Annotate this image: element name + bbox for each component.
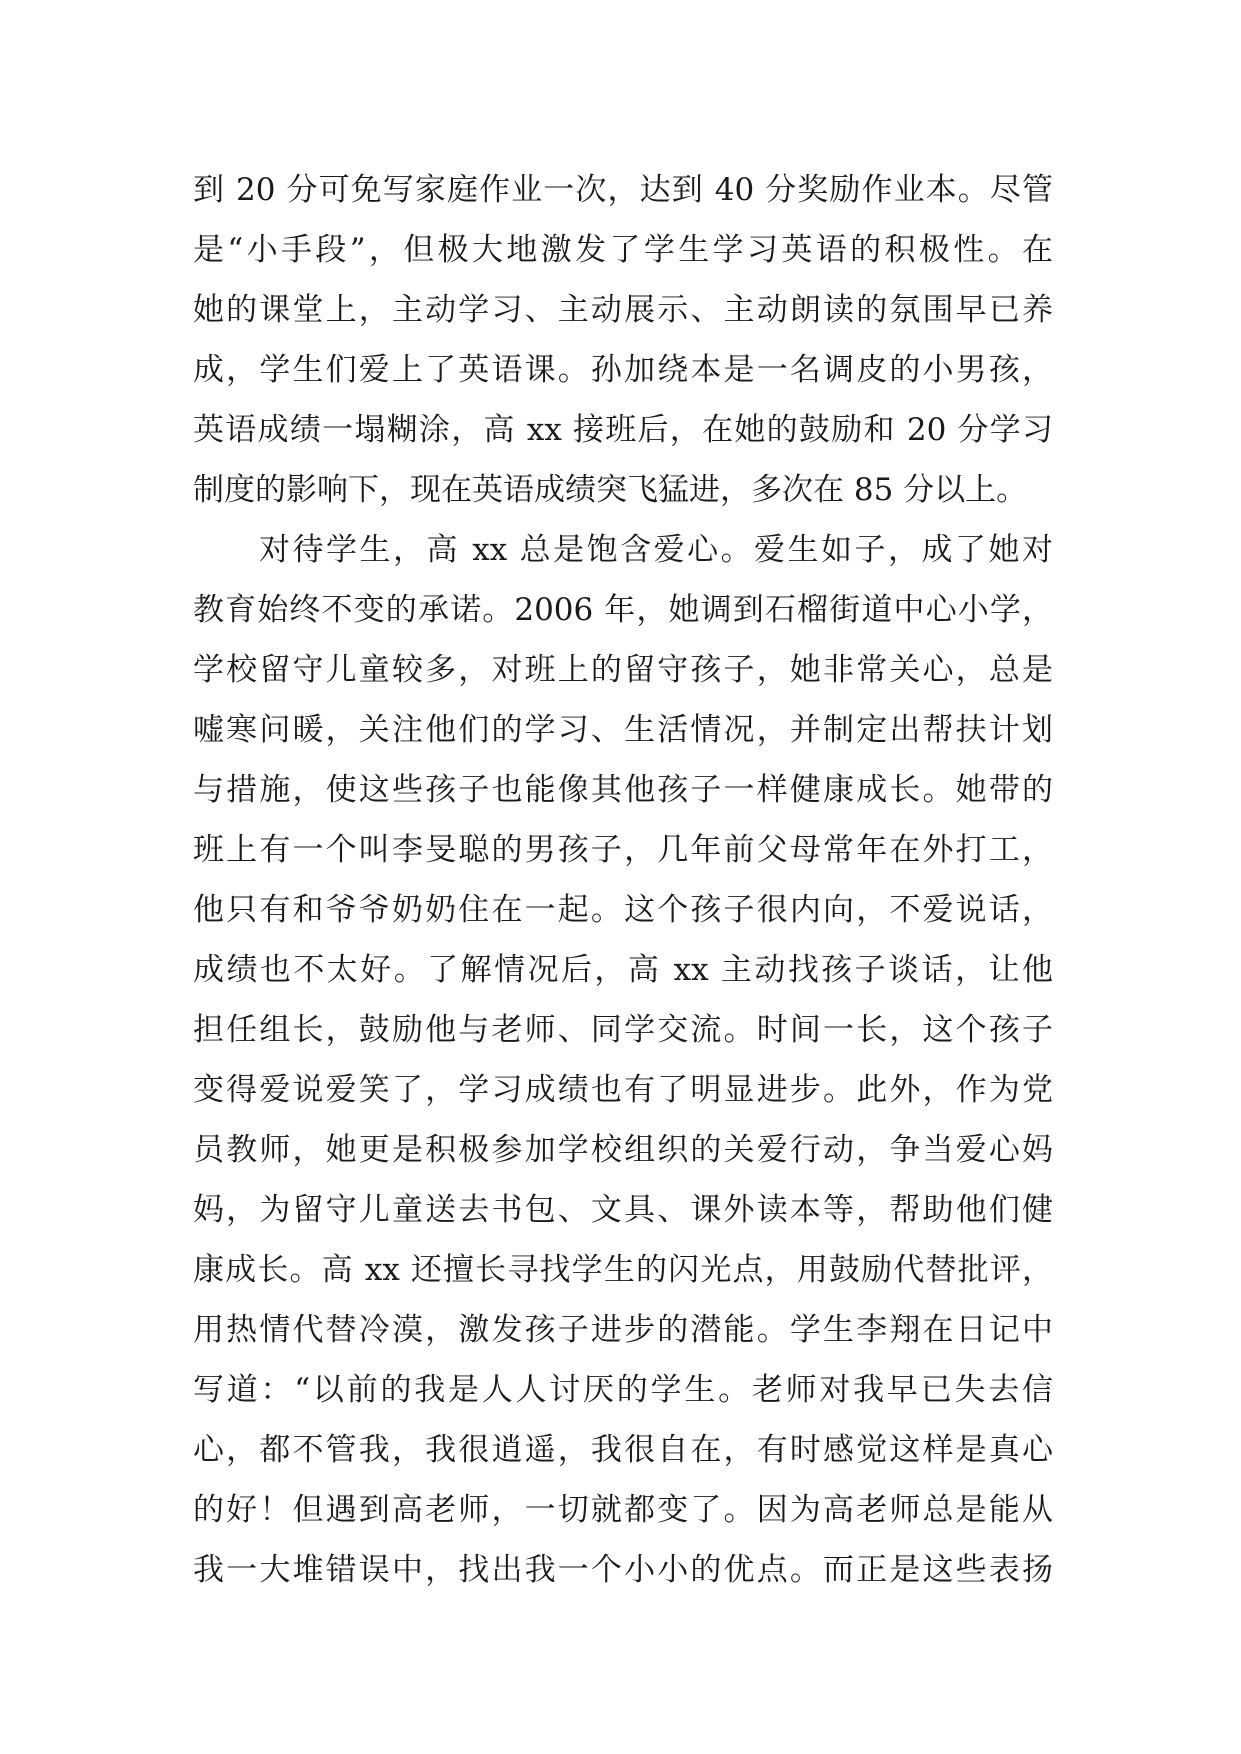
paragraph-start-line: 对待学生，高 xx 总是饱含爱心。爱生如子，成了她对	[259, 532, 1053, 568]
text-line: 成，学生们爱上了英语课。孙加绕本是一名调皮的小男孩，	[193, 352, 1053, 388]
text-line: 学校留守儿童较多，对班上的留守孩子，她非常关心，总是	[193, 652, 1053, 688]
text-line: 与措施，使这些孩子也能像其他孩子一样健康成长。她带的	[193, 772, 1053, 808]
text-line: 写道：“以前的我是人人讨厌的学生。老师对我早已失去信	[193, 1372, 1053, 1408]
text-line: 变得爱说爱笑了，学习成绩也有了明显进步。此外，作为党	[193, 1072, 1053, 1108]
text-line: 班上有一个叫李旻聪的男孩子，几年前父母常年在外打工，	[193, 832, 1053, 868]
text-line: 教育始终不变的承诺。2006 年，她调到石榴街道中心小学，	[193, 592, 1053, 628]
text-line: 成绩也不太好。了解情况后，高 xx 主动找孩子谈话，让他	[193, 952, 1053, 988]
text-line: 嘘寒问暖，关注他们的学习、生活情况，并制定出帮扶计划	[193, 712, 1053, 748]
text-line: 他只有和爷爷奶奶住在一起。这个孩子很内向，不爱说话，	[193, 892, 1053, 928]
text-line: 英语成绩一塌糊涂，高 xx 接班后，在她的鼓励和 20 分学习	[193, 412, 1053, 448]
body-text	[193, 160, 1053, 1600]
text-line: 妈，为留守儿童送去书包、文具、课外读本等，帮助他们健	[193, 1192, 1053, 1228]
text-line: 担任组长，鼓励他与老师、同学交流。时间一长，这个孩子	[193, 1012, 1053, 1048]
text-line: 制度的影响下，现在英语成绩突飞猛进，多次在 85 分以上。	[193, 472, 1028, 508]
text-line: 到 20 分可免写家庭作业一次，达到 40 分奖励作业本。尽管	[193, 172, 1053, 208]
text-line: 的好！但遇到高老师，一切就都变了。因为高老师总是能从	[193, 1492, 1053, 1528]
text-line: 我一大堆错误中，找出我一个小小的优点。而正是这些表扬	[193, 1552, 1053, 1588]
text-line: 用热情代替冷漠，激发孩子进步的潜能。学生李翔在日记中	[193, 1312, 1053, 1348]
text-line: 员教师，她更是积极参加学校组织的关爱行动，争当爱心妈	[193, 1132, 1053, 1168]
text-line: 心，都不管我，我很逍遥，我很自在，有时感觉这样是真心	[193, 1432, 1053, 1468]
text-line: 她的课堂上，主动学习、主动展示、主动朗读的氛围早已养	[193, 292, 1053, 328]
text-line: 康成长。高 xx 还擅长寻找学生的闪光点，用鼓励代替批评，	[193, 1252, 1053, 1288]
text-line: 是“小手段”，但极大地激发了学生学习英语的积极性。在	[193, 232, 1053, 268]
